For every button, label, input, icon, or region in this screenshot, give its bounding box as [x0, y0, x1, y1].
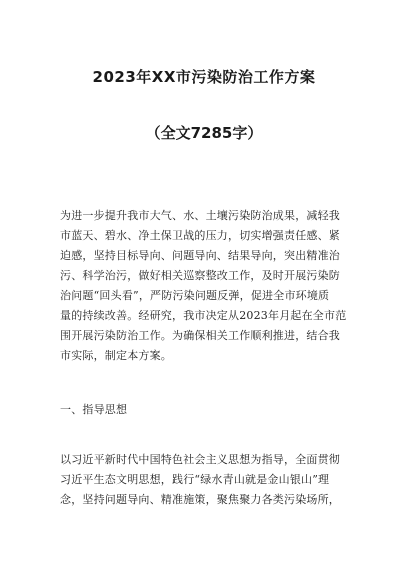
section-line: 念，坚持问题导向、精准施策，聚焦聚力各类污染场所，	[60, 493, 340, 506]
intro-line: 为进一步提升我市大气、水、土壤污染防治成果，减轻我	[60, 209, 340, 222]
intro-line: 污、科学治污，做好相关巡察整改工作，及时开展污染防	[60, 269, 340, 282]
intro-line: 量的持续改善。经研究，我市决定从2023年月起在全市范	[60, 309, 347, 322]
section-line: 习近平生态文明思想，践行“绿水青山就是金山银山”理	[60, 473, 330, 486]
intro-line: 治问题“回头看”，严防污染问题反弹，促进全市环境质	[60, 289, 330, 302]
section-line: 以习近平新时代中国特色社会主义思想为指导，全面贯彻	[60, 453, 340, 466]
intro-line: 市实际，制定本方案。	[60, 349, 172, 362]
section-heading: 一、指导思想	[60, 403, 128, 416]
document-subtitle: （全文7285字）	[145, 124, 263, 142]
intro-line: 市蓝天、碧水、净土保卫战的压力，切实增强责任感、紧	[60, 229, 340, 242]
document-title: 2023年XX市污染防治工作方案	[92, 68, 316, 86]
intro-line: 迫感，坚持目标导向、问题导向、结果导向，突出精准治	[60, 249, 340, 262]
intro-line: 围开展污染防治工作。为确保相关工作顺利推进，结合我	[60, 329, 340, 342]
